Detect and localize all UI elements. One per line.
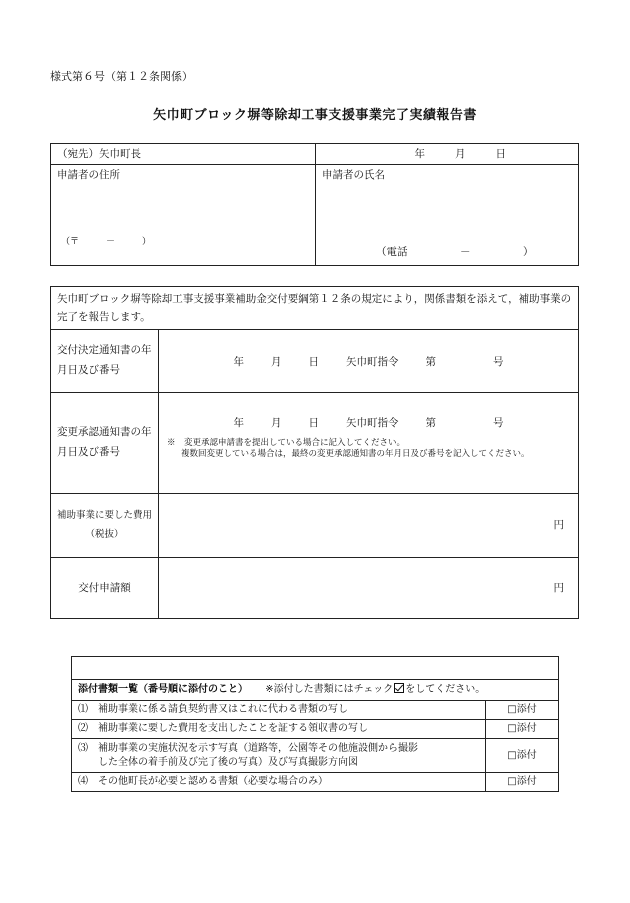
attachment-item-3-checkbox[interactable]: □添付	[486, 739, 559, 773]
attachments-blank-row	[72, 657, 559, 680]
notice-label: 交付決定通知書の年月日及び番号	[57, 343, 152, 376]
attachments-table	[71, 656, 559, 792]
date-day-label: 日	[495, 148, 506, 160]
change-note-1: ※ 変更承認申請書を提出している場合に記入してください。	[167, 437, 406, 448]
cost-label-line2: （税抜）	[85, 529, 124, 541]
report-table	[50, 286, 579, 619]
change-dai: 第	[425, 416, 436, 429]
applicant-table	[50, 143, 579, 266]
attachments-header-note-before: ※添付した書類にはチェック	[265, 684, 394, 696]
attachments-header-note-after: をしてください。	[405, 684, 486, 696]
date-cell[interactable]	[316, 144, 579, 165]
addressee-cell	[51, 144, 316, 165]
change-label-cell	[51, 392, 159, 493]
attachment-item-2-checkbox[interactable]: □添付	[486, 720, 559, 739]
change-year: 年	[233, 416, 244, 429]
amount-field[interactable]	[159, 557, 579, 618]
notice-label-cell	[51, 329, 159, 392]
cost-label-line1: 補助事業に要した費用	[57, 510, 153, 522]
change-month: 月	[271, 416, 282, 429]
attachment-item-2	[72, 720, 486, 739]
amount-label-cell	[51, 557, 159, 618]
notice-day: 日	[308, 355, 319, 368]
notice-directive: 矢巾町指令	[346, 355, 399, 368]
attachment-item-2-text: 補助事業に要した費用を支出したことを証する領収書の写し	[98, 723, 368, 735]
applicant-name-field[interactable]	[316, 165, 579, 266]
notice-year: 年	[233, 355, 244, 368]
amount-unit: 円	[553, 581, 564, 594]
notice-field[interactable]	[159, 329, 579, 392]
applicant-address-label: 申請者の住所	[57, 169, 120, 182]
attachments-header-note	[265, 684, 485, 695]
attachments-header-title: 添付書類一覧（番号順に添付のこと）	[78, 684, 248, 696]
attachment-item-1	[72, 701, 486, 720]
change-label: 変更承認通知書の年月日及び番号	[57, 425, 152, 458]
notice-go: 号	[493, 355, 504, 368]
applicant-name-label: 申請者の氏名	[322, 169, 385, 182]
form-number: 様式第６号（第１２条関係）	[50, 70, 193, 83]
applicant-address-field[interactable]	[51, 165, 316, 266]
attachment-item-4-num: ⑷	[78, 776, 88, 788]
change-directive: 矢巾町指令	[346, 416, 399, 429]
change-go: 号	[493, 416, 504, 429]
attachment-item-3-text: 補助事業の実施状況を示す写真（道路等，公園等その他施設側から撮影	[98, 743, 418, 754]
notice-dai: 第	[425, 355, 436, 368]
attachment-item-1-num: ⑴	[78, 704, 88, 716]
attachment-item-2-num: ⑵	[78, 723, 88, 735]
attachment-item-3	[72, 739, 486, 773]
zip-code-field: （〒 － ）	[61, 237, 152, 248]
lead-text-cell	[51, 287, 579, 330]
cost-field[interactable]	[159, 493, 579, 557]
change-field[interactable]	[159, 392, 579, 493]
attachment-item-1-checkbox[interactable]: □添付	[486, 701, 559, 720]
amount-label: 交付申請額	[78, 581, 131, 594]
attachment-item-3-num: ⑶	[78, 743, 88, 754]
document-title: 矢巾町ブロック塀等除却工事支援事業完了実績報告書	[153, 108, 477, 123]
change-day: 日	[308, 416, 319, 429]
attachment-item-1-text: 補助事業に係る請負契約書又はこれに代わる書類の写し	[98, 704, 348, 716]
change-notes	[165, 438, 572, 461]
date-year-label: 年	[414, 148, 425, 160]
cost-unit: 円	[553, 519, 564, 532]
attachment-item-4	[72, 773, 486, 792]
lead-text: 矢巾町ブロック塀等除却工事支援事業補助金交付要綱第１２条の規定により，関係書類を添えて，補助事業の完了を報告します。	[57, 293, 572, 324]
attachment-item-4-text: その他町長が必要と認める書類（必要な場合のみ）	[98, 776, 328, 788]
change-note-2: 複数回変更している場合は，最終の変更承認通知書の年月日及び番号を記入してください。	[181, 449, 530, 460]
notice-month: 月	[271, 355, 282, 368]
cost-label-cell	[51, 493, 159, 557]
addressee: （宛先）矢巾町長	[57, 148, 141, 160]
attachments-header	[72, 680, 559, 701]
attachment-item-4-checkbox[interactable]: □添付	[486, 773, 559, 792]
phone-field: （電話 － ）	[376, 246, 534, 258]
checked-box-icon	[394, 683, 404, 693]
date-month-label: 月	[455, 148, 466, 160]
attachment-item-3-text-cont: した全体の着手前及び完了後の写真）及び写真撮影方向図	[98, 756, 358, 768]
